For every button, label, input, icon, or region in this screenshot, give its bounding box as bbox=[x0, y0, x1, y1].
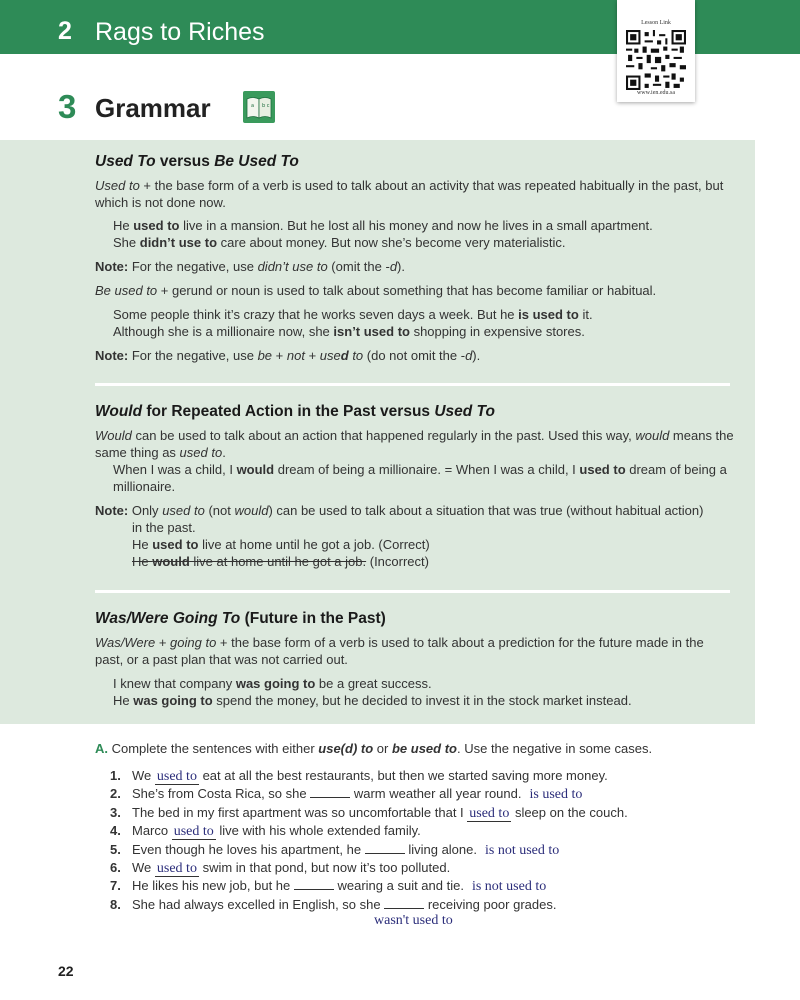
definition: Be used to + gerund or noun is used to talk about something that has become familiar or habitual. bbox=[95, 283, 657, 298]
definition: Would can be used to talk about an action that happened regularly in the past. Used this way, would means the same thing as used to. bbox=[95, 428, 734, 460]
examples: When I was a child, I would dream of being a millionaire. = When I was a child, I used to dream of being a millionaire. bbox=[113, 462, 727, 494]
list-item: 6. We used to swim in that pond, but now it’s too polluted. bbox=[110, 859, 451, 876]
note: Note: Only used to (not would) can be used to talk about a situation that was true (without habitual action) bbox=[95, 503, 704, 518]
lesson-link-label: Lesson Link bbox=[641, 20, 671, 26]
svg-text:a: a bbox=[251, 103, 255, 109]
divider bbox=[95, 590, 730, 593]
examples: He used to live in a mansion. But he lost all his money and now he lives in a small apartment. She didn’t use to care about money. But now she’s become very materialistic. bbox=[113, 218, 653, 250]
qr-code-icon[interactable] bbox=[626, 30, 686, 90]
list-item: 5. Even though he loves his apartment, he living alone. is not used to bbox=[110, 841, 560, 858]
examples: Some people think it’s crazy that he works seven days a week. But he is used to it. Although she is a millionaire now, she isn’t used to shopping in expensive stores. bbox=[113, 307, 593, 339]
grammar-block-would bbox=[95, 402, 735, 570]
list-item: 2. She’s from Costa Rica, so she warm weather all year round. is used to bbox=[110, 786, 583, 803]
block-heading: Was/Were Going To (Future in the Past) bbox=[95, 610, 386, 627]
unit-title: Rags to Riches bbox=[95, 18, 265, 46]
answer-blank[interactable]: used to bbox=[156, 860, 197, 876]
block-heading: Used To versus Be Used To bbox=[95, 153, 299, 170]
grammar-block-going-to bbox=[95, 609, 735, 709]
definition: Used to + the base form of a verb is used to talk about an activity that was repeated habitually in the past, but which is not done now. bbox=[95, 178, 724, 210]
lesson-link-url[interactable]: www.ien.edu.sa bbox=[636, 90, 676, 96]
examples: I knew that company was going to be a great success. He was going to spend the money, but he decided to invest it in the stock market instead. bbox=[113, 676, 632, 708]
divider bbox=[95, 383, 730, 386]
lesson-link-card[interactable] bbox=[617, 0, 695, 102]
unit-number: 2 bbox=[58, 17, 72, 45]
answer-blank[interactable] bbox=[294, 889, 334, 890]
svg-text:b c: b c bbox=[262, 103, 270, 109]
answer-blank[interactable]: used to bbox=[173, 824, 214, 840]
answer-blank[interactable] bbox=[365, 853, 405, 854]
block-heading: Would for Repeated Action in the Past versus Used To bbox=[95, 403, 495, 420]
list-item: 3. The bed in my first apartment was so uncomfortable that I used to sleep on the couch. bbox=[110, 804, 628, 821]
list-item: 4. Marco used to live with his whole extended family. bbox=[110, 823, 421, 840]
definition: Was/Were + going to + the base form of a verb is used to talk about a prediction for the future made in the past, or a past plan that was not carried out. bbox=[95, 635, 704, 667]
section-number: 3 bbox=[58, 88, 77, 125]
book-icon bbox=[242, 90, 276, 124]
list-item: 1. We used to eat at all the best restaurants, but then we started saving more money. bbox=[110, 768, 608, 784]
list-item: 7. He likes his new job, but he wearing a suit and tie. is not used to bbox=[110, 878, 547, 895]
note: Note: For the negative, use didn’t use to (omit the -d). bbox=[95, 259, 405, 274]
answer-blank[interactable]: used to bbox=[156, 769, 197, 784]
examples: in the past. He used to live at home until he got a job. (Correct) He would live at home until he got a job. (Incorrect) bbox=[132, 520, 430, 569]
handwritten-answer: is not used to bbox=[485, 842, 560, 858]
page-number: 22 bbox=[58, 963, 74, 979]
answer-blank[interactable] bbox=[384, 908, 424, 909]
answer-blank[interactable] bbox=[310, 797, 350, 798]
handwritten-answer: is not used to bbox=[471, 879, 547, 895]
exercise-instructions: A. Complete the sentences with either use(d) to or be used to. Use the negative in some cases. bbox=[95, 741, 653, 756]
list-item: 8. She had always excelled in English, so she receiving poor grades. bbox=[110, 896, 557, 912]
section-title: Grammar bbox=[95, 93, 211, 123]
note: Note: For the negative, use be + not + used to (do not omit the -d). bbox=[95, 348, 481, 363]
handwritten-answer: is used to bbox=[529, 787, 583, 803]
answer-blank[interactable]: used to bbox=[469, 805, 510, 821]
grammar-block-used-to bbox=[95, 152, 735, 364]
handwritten-answer: wasn't used to bbox=[374, 913, 453, 928]
exercise-list bbox=[110, 767, 770, 914]
